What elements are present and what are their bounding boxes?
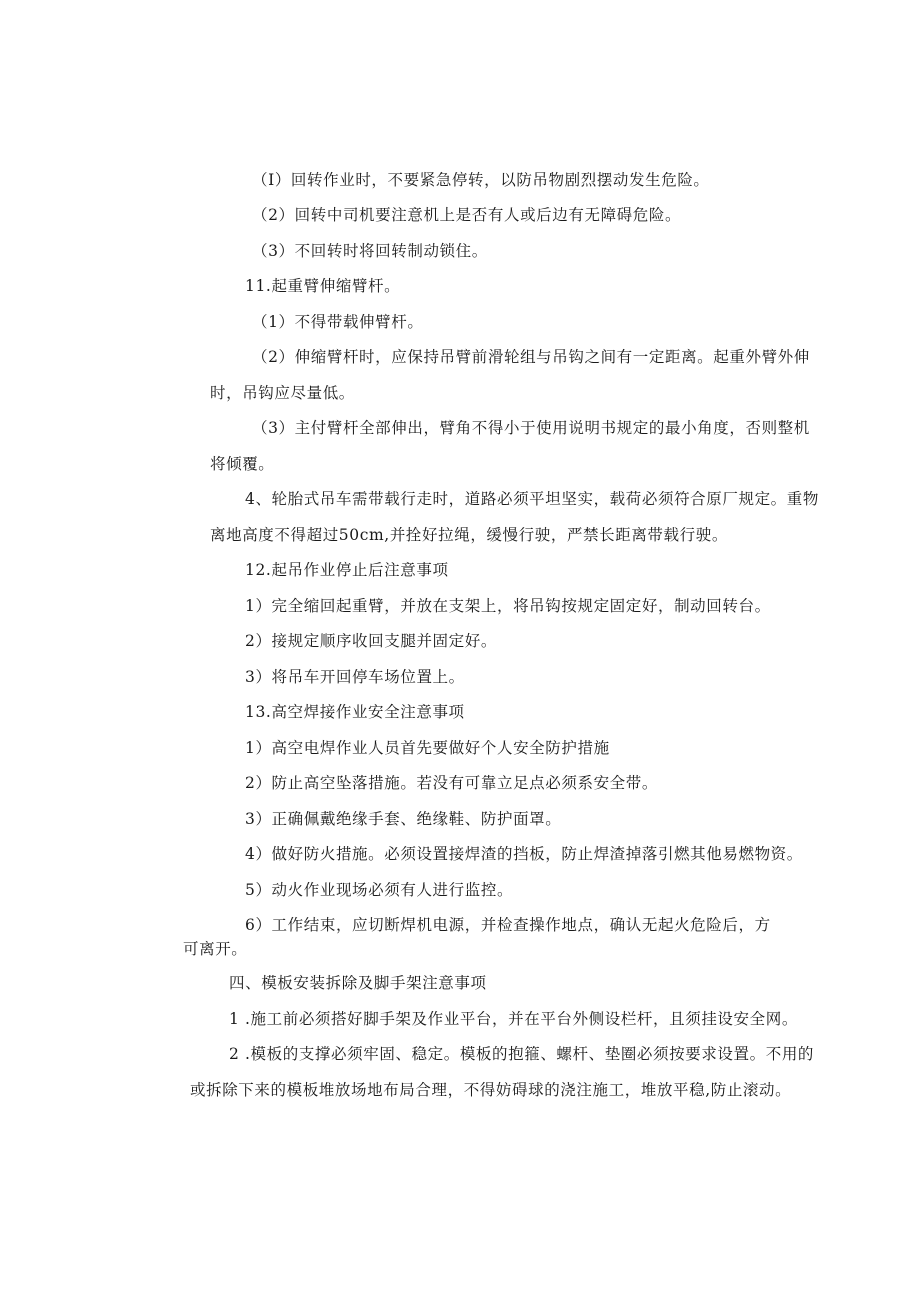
text-line-slewing-1: （I）回转作业时，不要紧急停转，以防吊物剧烈摆动发生危险。 (252, 171, 710, 189)
text-line-formwork-2b: 或拆除下来的模板堆放场地布局合理，不得妨碍球的浇注施工，堆放平稳,防止滚动。 (190, 1081, 792, 1099)
text-line-boom-3b: 将倾覆。 (210, 455, 275, 473)
text-line-stop-1: 1）完全缩回起重臂，并放在支架上，将吊钩按规定固定好，制动回转台。 (245, 597, 771, 615)
text-line-slewing-2: （2）回转中司机要注意机上是否有人或后边有无障碍危险。 (252, 206, 682, 224)
text-line-welding-2: 2）防止高空坠落措施。若没有可靠立足点必须系安全带。 (245, 774, 658, 792)
text-line-welding-5: 5）动火作业现场必须有人进行监控。 (245, 881, 514, 899)
text-line-welding-6a: 6）工作结束，应切断焊机电源，并检查操作地点，确认无起火危险后，方 (245, 916, 771, 934)
text-line-welding-3: 3）正确佩戴绝缘手套、绝缘鞋、防护面罩。 (245, 810, 562, 828)
text-line-boom-3a: （3）主付臂杆全部伸出，臂角不得小于使用说明书规定的最小角度，否则整机 (252, 419, 810, 437)
text-line-welding-1: 1）高空电焊作业人员首先要做好个人安全防护措施 (245, 739, 610, 757)
section-heading-11: 11.起重臂伸缩臂杆。 (245, 277, 401, 295)
text-line-welding-4: 4）做好防火措施。必须设置接焊渣的挡板，防止焊渣掉落引燃其他易燃物资。 (245, 845, 803, 863)
text-line-tire-crane-a: 4、轮胎式吊车需带载行走时，道路必须平坦坚实，载荷必须符合原厂规定。重物 (245, 490, 819, 508)
text-line-formwork-2a: 2 .模板的支撑必须牢固、稳定。模板的抱箍、螺杆、垫圈必须按要求设置。不用的 (229, 1045, 815, 1063)
text-line-stop-2: 2）接规定顺序收回支腿并固定好。 (245, 632, 497, 650)
text-line-stop-3: 3）将吊车开回停车场位置上。 (245, 668, 465, 686)
text-line-boom-1: （1）不得带载伸臂杆。 (252, 313, 424, 331)
text-line-slewing-3: （3）不回转时将回转制动锁住。 (252, 242, 488, 260)
text-line-welding-6b: 可离开。 (183, 940, 248, 958)
section-heading-12: 12.起吊作业停止后注意事项 (245, 561, 449, 579)
text-line-boom-2a: （2）伸缩臂杆时，应保持吊臂前滑轮组与吊钩之间有一定距离。起重外臂外伸 (252, 348, 810, 366)
text-line-tire-crane-b: 离地高度不得超过50cm,并拴好拉绳，缓慢行驶，严禁长距离带载行驶。 (210, 526, 728, 544)
text-line-boom-2b: 时，吊钩应尽量低。 (210, 384, 355, 402)
section-heading-four: 四、模板安装拆除及脚手架注意事项 (229, 974, 487, 992)
section-heading-13: 13.高空焊接作业安全注意事项 (245, 703, 465, 721)
text-line-formwork-1: 1 .施工前必须搭好脚手架及作业平台，并在平台外侧设栏杆，且须挂设安全网。 (229, 1010, 798, 1028)
